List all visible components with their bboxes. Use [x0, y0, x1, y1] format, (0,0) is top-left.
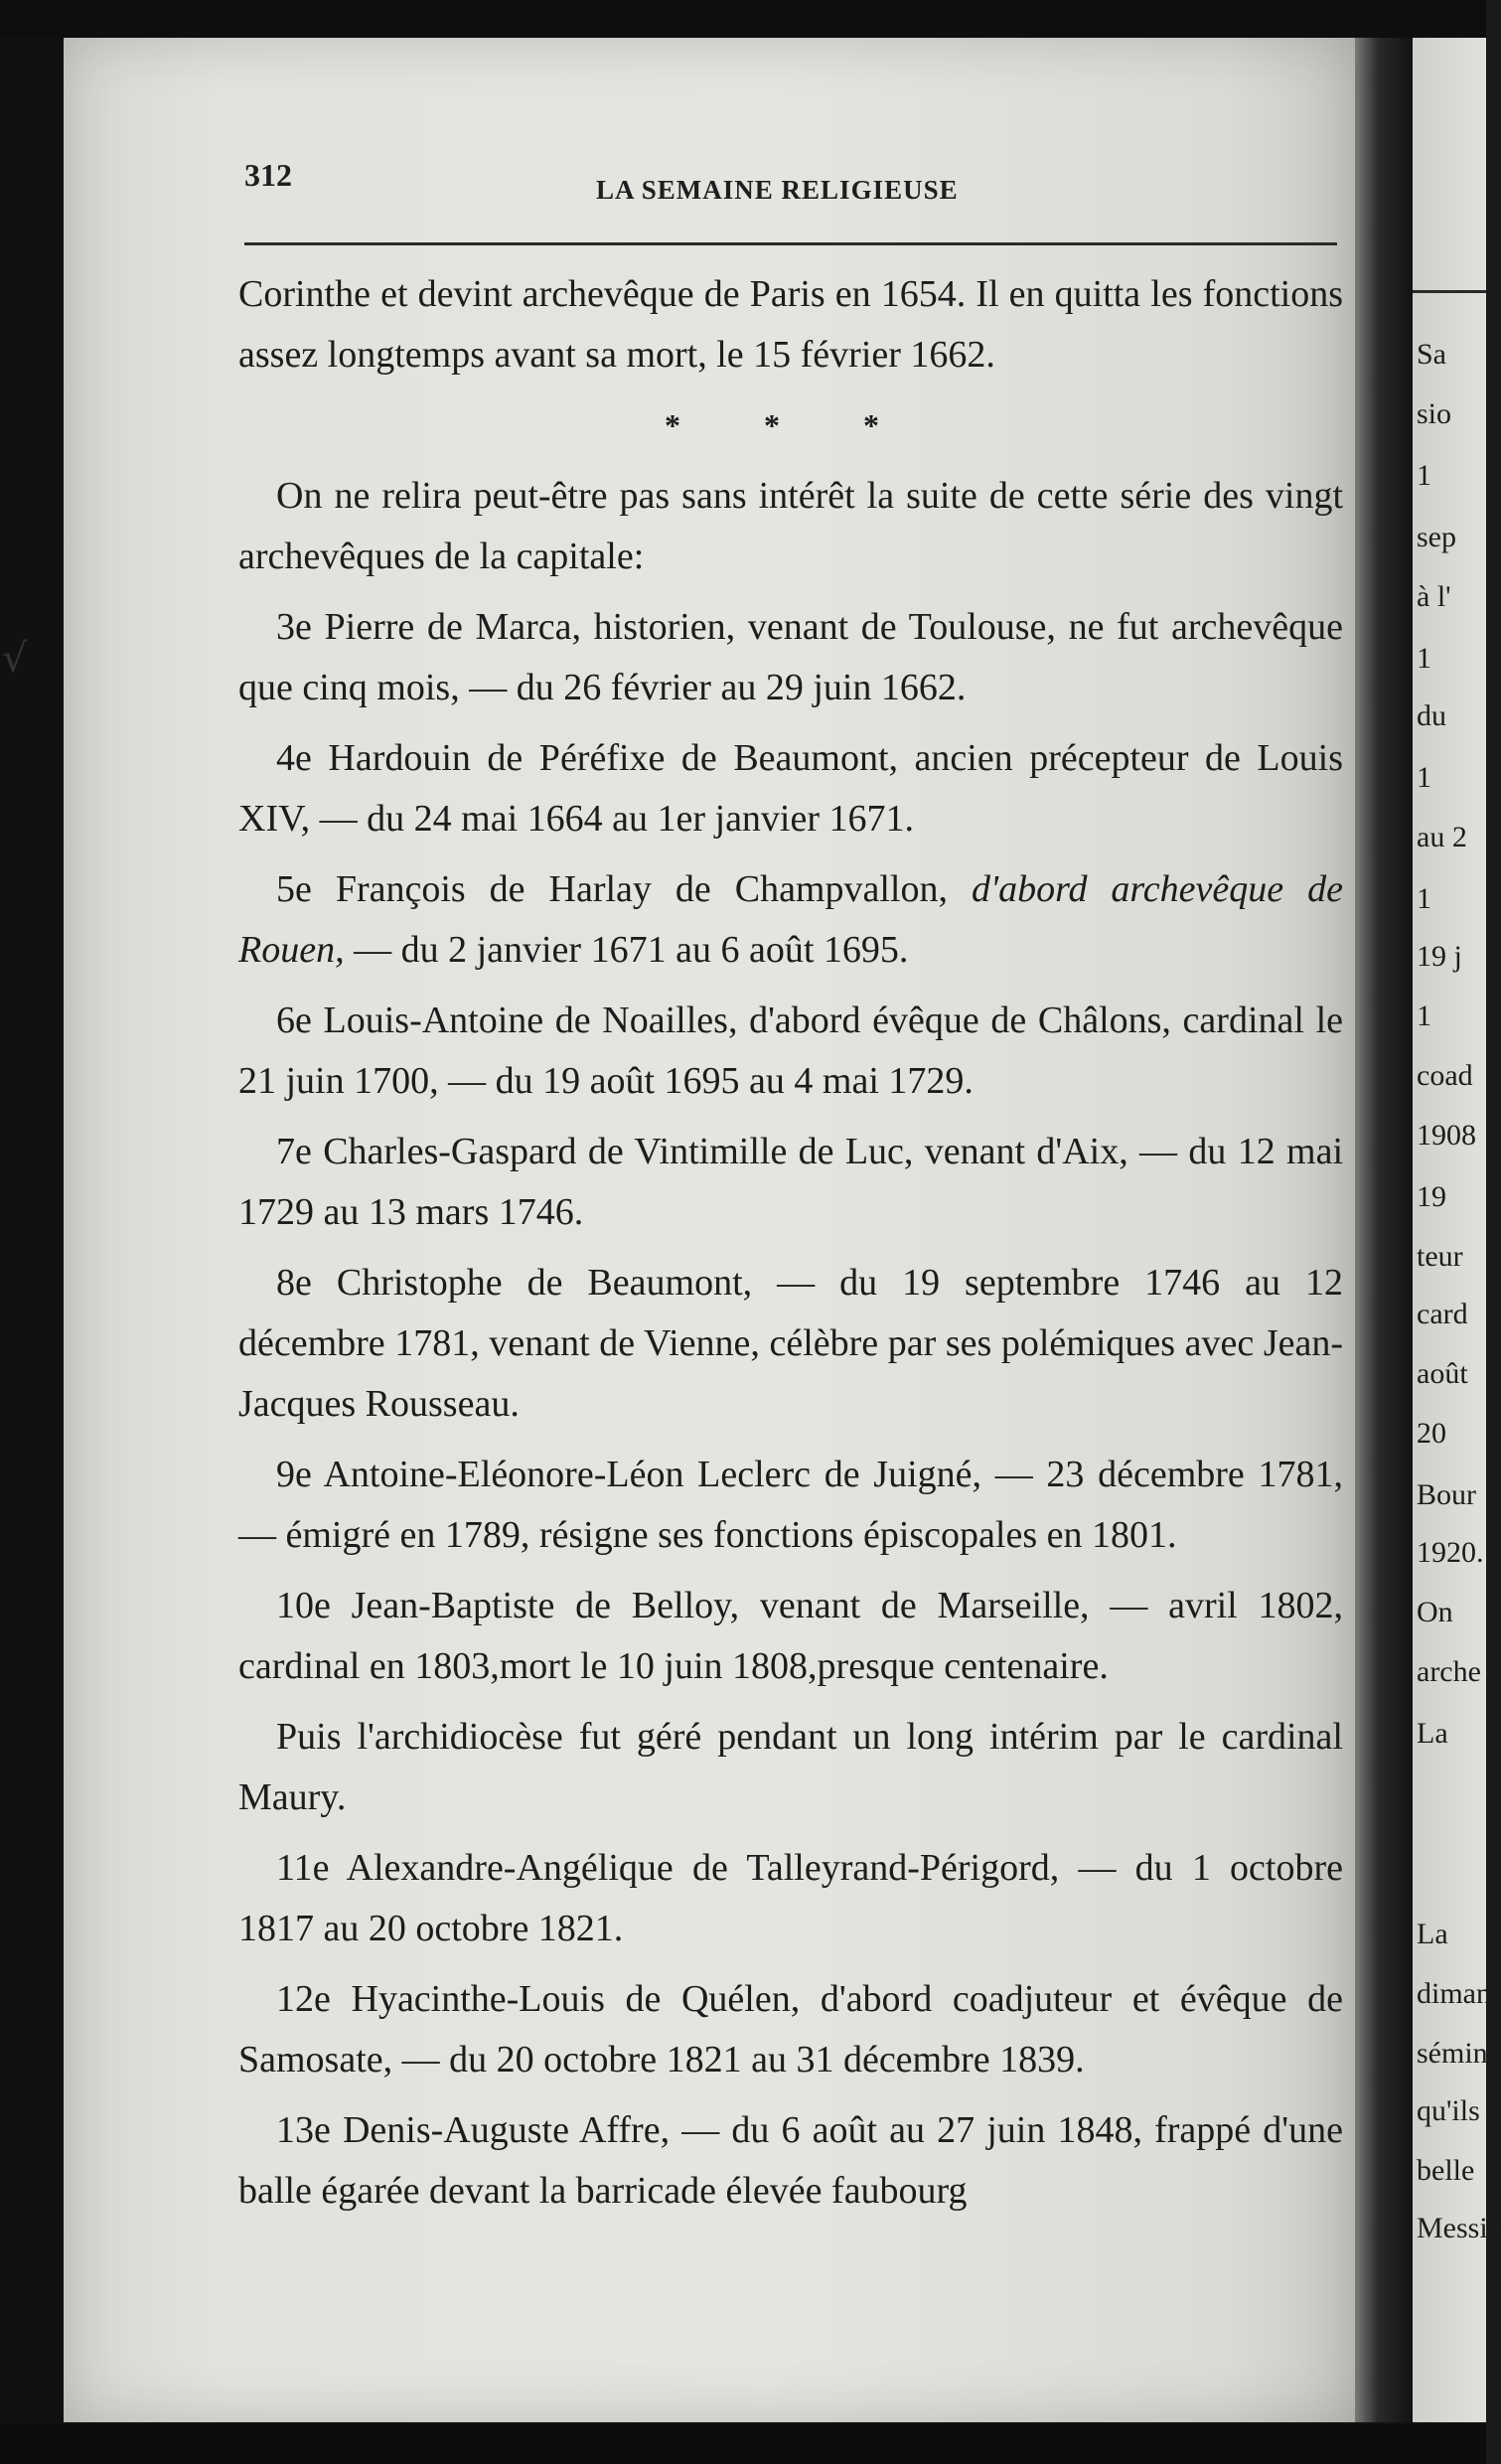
body-text	[238, 264, 1343, 2232]
asterism-divider: * * *	[665, 407, 917, 443]
paragraph-archbishop-6: 6e Louis-Antoine de Noailles, d'abord évêque de Châlons, cardinal le 21 juin 1700, — du 19 août 1695 au 4 mai 1729.	[238, 1000, 1343, 1102]
right-page-fragment: sep	[1417, 521, 1456, 553]
right-page-fragment: card	[1417, 1298, 1468, 1330]
scan-top-border	[0, 0, 1486, 38]
right-page-fragment: qu'ils	[1417, 2094, 1480, 2127]
margin-mark: √	[2, 636, 28, 682]
page-number: 312	[244, 157, 292, 193]
right-page-fragment: La	[1417, 1717, 1448, 1750]
right-page-fragment: teur	[1417, 1240, 1463, 1273]
paragraph-continued: Corinthe et devint archevêque de Paris en 1654. Il en quitta les fonctions assez longtemps avant sa mort, le 15 février 1662.	[238, 273, 1343, 376]
right-page-fragment: à l'	[1417, 580, 1451, 613]
book-gutter	[1355, 38, 1413, 2422]
right-page-fragment: 20	[1417, 1417, 1446, 1450]
right-page-fragment: 1	[1417, 1000, 1431, 1032]
right-page-header-rule	[1413, 290, 1486, 293]
right-page-fragment: La	[1417, 1918, 1448, 1950]
paragraph-archbishop-7: 7e Charles-Gaspard de Vintimille de Luc, venant d'Aix, — du 12 mai 1729 au 13 mars 1746.	[238, 1131, 1343, 1233]
right-page-fragment: août	[1417, 1357, 1468, 1390]
paragraph-archbishop-8: 8e Christophe de Beaumont, — du 19 septembre 1746 au 12 décembre 1781, venant de Vienne, célèbre par ses polémiques avec Jean-Jacques Rousseau.	[238, 1262, 1343, 1425]
running-title: LA SEMAINE RELIGIEUSE	[596, 175, 959, 205]
paragraph-interim: Puis l'archidiocèse fut géré pendant un long intérim par le cardinal Maury.	[238, 1716, 1343, 1818]
right-page-fragment: 1	[1417, 459, 1431, 492]
paragraph-archbishop-9: 9e Antoine-Eléonore-Léon Leclerc de Juigné, — 23 décembre 1781, — émigré en 1789, résigne ses fonctions épiscopales en 1801.	[238, 1454, 1343, 1556]
paragraph-archbishop-3: 3e Pierre de Marca, historien, venant de Toulouse, ne fut archevêque que cinq mois, — du 26 février au 29 juin 1662.	[238, 606, 1343, 708]
right-page-fragment: du	[1417, 699, 1446, 732]
paragraph-archbishop-11: 11e Alexandre-Angélique de Talleyrand-Périgord, — du 1 octobre 1817 au 20 octobre 1821.	[238, 1847, 1343, 1949]
paragraph-archbishop-4: 4e Hardouin de Péréfixe de Beaumont, ancien précepteur de Louis XIV, — du 24 mai 1664 au 1er janvier 1671.	[238, 737, 1343, 840]
italic-text: d'abord archevêque de Rouen,	[238, 868, 1343, 971]
right-page-fragment: Sa	[1417, 338, 1446, 371]
header-rule	[244, 242, 1337, 245]
paragraph-archbishop-10: 10e Jean-Baptiste de Belloy, venant de Marseille, — avril 1802, cardinal en 1803,mort le 10 juin 1808,presque centenaire.	[238, 1585, 1343, 1687]
scan-bottom-border	[0, 2424, 1486, 2464]
right-page-fragment: Messie	[1417, 2212, 1501, 2244]
right-page-edge	[1413, 38, 1501, 2422]
right-page-fragment: diman	[1417, 1977, 1491, 2010]
right-page-fragment: 1920.	[1417, 1536, 1484, 1569]
right-page-fragment: sémin	[1417, 2037, 1488, 2070]
right-page-fragment: 1	[1417, 761, 1431, 794]
right-page-fragment: Bour	[1417, 1478, 1476, 1511]
right-page-fragment: sio	[1417, 397, 1452, 430]
right-page-fragment: coad	[1417, 1059, 1473, 1092]
right-page-fragment: arche	[1417, 1655, 1481, 1688]
text-span: 5e François de Harlay de Champvallon,	[276, 868, 972, 910]
right-page-fragment: belle	[1417, 2154, 1475, 2187]
right-page-fragment: On	[1417, 1596, 1453, 1628]
right-page-fragment: 1	[1417, 882, 1431, 915]
right-page-fragment: 1908	[1417, 1119, 1476, 1152]
paragraph-archbishop-12: 12e Hyacinthe-Louis de Quélen, d'abord coadjuteur et évêque de Samosate, — du 20 octobre 1821 au 31 décembre 1839.	[238, 1978, 1343, 2080]
right-page-fragment: au 2	[1417, 821, 1467, 853]
right-page-fragment: 1	[1417, 642, 1431, 675]
paragraph-archbishop-13: 13e Denis-Auguste Affre, — du 6 août au 27 juin 1848, frappé d'une balle égarée devant la barricade élevée faubourg	[238, 2109, 1343, 2212]
right-page-fragment: 19 j	[1417, 940, 1462, 973]
paragraph-archbishop-5	[238, 859, 1343, 981]
text-span: — du 2 janvier 1671 au 6 août 1695.	[344, 929, 909, 971]
paragraph-intro: On ne relira peut-être pas sans intérêt la suite de cette série des vingt archevêques de la capitale:	[238, 475, 1343, 577]
right-page-fragment: 19	[1417, 1180, 1446, 1213]
